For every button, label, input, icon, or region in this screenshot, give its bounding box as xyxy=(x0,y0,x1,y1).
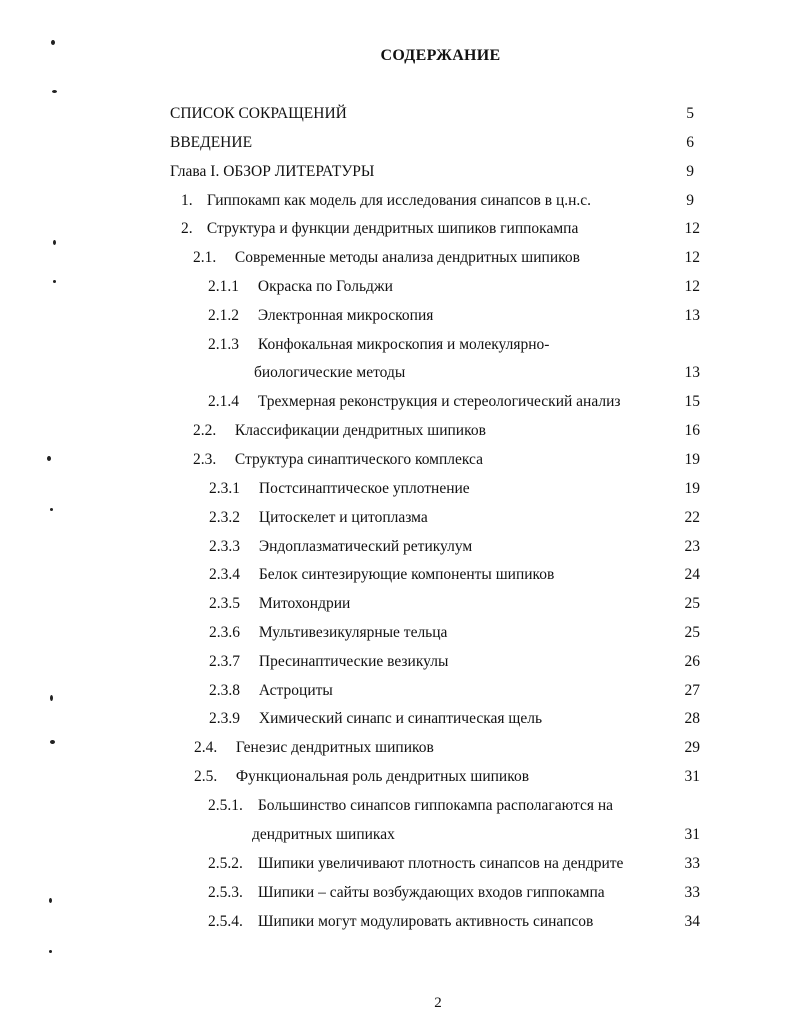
toc-entry-text: дендритных шипиках xyxy=(252,826,395,843)
toc-entry-text: Химический синапс и синаптическая щель xyxy=(258,710,543,727)
toc-entry-page: 6 xyxy=(686,134,694,151)
toc-entry-text: Конфокальная микроскопия и молекулярно- xyxy=(257,336,550,353)
toc-entry-page: 19 xyxy=(684,480,700,497)
toc-entry-page: 26 xyxy=(684,653,700,670)
toc-entry-page: 16 xyxy=(684,422,700,439)
toc-entry-text: Генезис дендритных шипиков xyxy=(235,739,434,756)
page-title: СОДЕРЖАНИЕ xyxy=(380,47,501,64)
toc-entry-text: Трехмерная реконструкция и стереологический анализ xyxy=(257,393,621,410)
toc-entry-text: Гиппокамп как модель для исследования синапсов в ц.н.с. xyxy=(206,192,592,209)
toc-entry-page: 12 xyxy=(684,220,700,237)
toc-entry-page: 9 xyxy=(686,163,694,180)
toc-entry-number: 2.1.4 xyxy=(208,393,239,410)
scan-speck xyxy=(53,280,56,283)
toc-entry-number: 2.1. xyxy=(193,249,217,266)
toc-entry-number: 2.5.3. xyxy=(208,884,243,901)
toc-entry-subsection xyxy=(194,767,529,787)
toc-entry-page: 24 xyxy=(684,566,700,583)
toc-entry-text: Большинство синапсов гиппокампа располагаются на xyxy=(257,797,614,814)
toc-entry-page: 23 xyxy=(684,538,700,555)
toc-entry-text: Электронная микроскопия xyxy=(257,307,434,324)
toc-entry-page: 19 xyxy=(684,451,700,468)
toc-entry-page: 12 xyxy=(684,278,700,295)
toc-entry-subsubsection xyxy=(208,392,621,412)
toc-entry-page: 15 xyxy=(684,393,700,410)
toc-entry-section xyxy=(181,219,578,239)
toc-entry-page: 25 xyxy=(684,624,700,641)
toc-entry-text: Шипики увеличивают плотность синапсов на дендрите xyxy=(257,855,624,872)
toc-entry-page: 34 xyxy=(684,913,700,930)
scan-speck xyxy=(50,740,55,744)
toc-entry-number: 2.3.4 xyxy=(209,566,240,583)
toc-entry-text: Функциональная роль дендритных шипиков xyxy=(235,768,530,785)
toc-entry-text: Шипики – сайты возбуждающих входов гиппокампа xyxy=(257,884,605,901)
toc-entry-subsection xyxy=(193,450,483,470)
toc-entry-number: 2.5.2. xyxy=(208,855,243,872)
scan-speck xyxy=(49,950,52,953)
toc-entry-subsubsection xyxy=(209,623,447,643)
toc-entry-text: Эндоплазматический ретикулум xyxy=(258,538,473,555)
toc-entry-number: 2.1.1 xyxy=(208,278,239,295)
toc-entry-number: 2.3.6 xyxy=(209,624,240,641)
scan-speck xyxy=(53,240,56,245)
toc-entry-subsubsection xyxy=(208,912,593,932)
toc-entry-subsubsection xyxy=(209,681,333,701)
toc-entry-page: 13 xyxy=(684,364,700,381)
toc-entry-text: ВВЕДЕНИЕ xyxy=(170,134,253,151)
toc-entry-text: СПИСОК СОКРАЩЕНИЙ xyxy=(170,105,347,122)
scan-speck xyxy=(49,898,52,903)
scan-speck xyxy=(52,90,57,93)
toc-entry-text: Современные методы анализа дендритных шипиков xyxy=(234,249,580,266)
toc-entry-number: 2.5. xyxy=(194,768,218,785)
toc-entry-number: 2.4. xyxy=(194,739,218,756)
toc-entry-subsubsection xyxy=(208,277,393,297)
toc-entry-subsubsection xyxy=(209,652,448,672)
toc-entry-page: 22 xyxy=(684,509,700,526)
toc-entry-number: 2.3.5 xyxy=(209,595,240,612)
toc-entry-number: 2. xyxy=(181,220,193,237)
toc-entry-continuation xyxy=(252,825,395,845)
toc-entry-text: Постсинаптическое уплотнение xyxy=(258,480,470,497)
toc-entry-page: 29 xyxy=(684,739,700,756)
toc-entry-subsubsection xyxy=(209,508,428,528)
toc-entry-subsection xyxy=(194,738,434,758)
toc-entry-number: 2.3.8 xyxy=(209,682,240,699)
toc-entry-page: 31 xyxy=(684,768,700,785)
toc-entry-text: Белок синтезирующие компоненты шипиков xyxy=(258,566,555,583)
toc-entry-chapter-1 xyxy=(170,162,374,182)
page-number: 2 xyxy=(434,995,442,1011)
toc-entry-subsubsection xyxy=(209,479,470,499)
toc-entry-text: Астроциты xyxy=(258,682,333,699)
toc-entry-number: 2.3.2 xyxy=(209,509,240,526)
toc-entry-subsubsection xyxy=(208,883,605,903)
toc-entry-abbreviations xyxy=(170,104,347,124)
toc-entry-page: 12 xyxy=(684,249,700,266)
toc-entry-subsubsection xyxy=(209,594,350,614)
toc-entry-page: 28 xyxy=(684,710,700,727)
toc-entry-text: Пресинаптические везикулы xyxy=(258,653,449,670)
toc-entry-subsection xyxy=(193,248,580,268)
toc-entry-text: Окраска по Гольджи xyxy=(257,278,393,295)
toc-entry-number: 2.1.3 xyxy=(208,336,239,353)
toc-entry-subsubsection xyxy=(208,335,549,355)
scan-speck xyxy=(47,456,51,461)
toc-entry-subsubsection xyxy=(209,709,542,729)
toc-entry-text: Глава I. ОБЗОР ЛИТЕРАТУРЫ xyxy=(170,163,375,180)
scan-speck xyxy=(50,695,53,701)
toc-entry-text: Шипики могут модулировать активность синапсов xyxy=(257,913,594,930)
toc-entry-page: 25 xyxy=(684,595,700,612)
toc-entry-number: 2.3.9 xyxy=(209,710,240,727)
toc-entry-page: 9 xyxy=(686,192,694,209)
toc-entry-subsection xyxy=(193,421,486,441)
toc-entry-number: 2.2. xyxy=(193,422,217,439)
toc-entry-page: 33 xyxy=(684,884,700,901)
toc-entry-text: Структура и функции дендритных шипиков гиппокампа xyxy=(206,220,579,237)
toc-entry-number: 2.3. xyxy=(193,451,217,468)
toc-entry-text: биологические методы xyxy=(254,364,406,381)
toc-entry-text: Классификации дендритных шипиков xyxy=(234,422,486,439)
toc-entry-text: Митохондрии xyxy=(258,595,351,612)
toc-entry-page: 33 xyxy=(684,855,700,872)
toc-entry-subsubsection xyxy=(208,854,623,874)
toc-entry-subsubsection xyxy=(208,306,433,326)
toc-entry-section xyxy=(181,191,591,211)
scan-speck xyxy=(51,40,55,45)
toc-entry-page: 31 xyxy=(684,826,700,843)
toc-entry-number: 2.5.4. xyxy=(208,913,243,930)
toc-entry-continuation xyxy=(254,363,405,383)
toc-entry-text: Цитоскелет и цитоплазма xyxy=(258,509,428,526)
toc-entry-number: 2.1.2 xyxy=(208,307,239,324)
toc-entry-subsubsection xyxy=(209,565,554,585)
toc-entry-page: 27 xyxy=(684,682,700,699)
toc-entry-number: 2.5.1. xyxy=(208,797,243,814)
toc-entry-page: 5 xyxy=(686,105,694,122)
toc-entry-subsubsection xyxy=(209,537,472,557)
scan-speck xyxy=(50,508,53,511)
toc-entry-text: Структура синаптического комплекса xyxy=(234,451,483,468)
toc-entry-number: 1. xyxy=(181,192,193,209)
toc-entry-number: 2.3.7 xyxy=(209,653,240,670)
toc-entry-number: 2.3.1 xyxy=(209,480,240,497)
toc-entry-text: Мультивезикулярные тельца xyxy=(258,624,448,641)
toc-entry-subsubsection xyxy=(208,796,613,816)
toc-entry-page: 13 xyxy=(684,307,700,324)
toc-entry-number: 2.3.3 xyxy=(209,538,240,555)
toc-entry-introduction xyxy=(170,133,252,153)
